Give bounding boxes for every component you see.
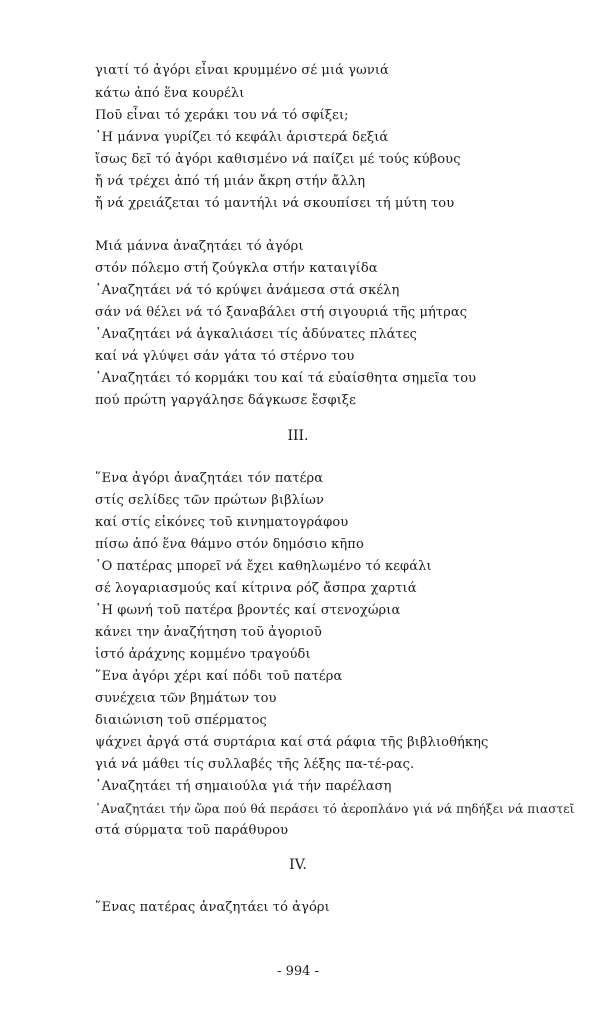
poem-line: στόν πόλεμο στή ζούγκλα στήν καταιγίδα xyxy=(95,261,378,276)
section-heading: IV. xyxy=(289,857,307,873)
poem-line: ἤ νά χρειάζεται τό μαντήλι νά σκουπίσει τή μύτη του xyxy=(95,196,455,211)
poem-line: Ποῦ εἶναι τό χεράκι του νά τό σφίξει; xyxy=(95,108,349,123)
poem-line: ἤ νά τρέχει ἀπό τή μιάν ἄκρη στήν ἄλλη xyxy=(95,174,366,189)
poem-line: καί νά γλύψει σάν γάτα τό στέρνο του xyxy=(95,349,355,364)
poem-line: ῾Ο πατέρας μπορεῖ νά ἔχει καθηλωμένο τό κεφάλι xyxy=(95,559,432,574)
poem-line: καί στίς εἰκόνες τοῦ κινηματογράφου xyxy=(95,515,349,530)
poem-line: ῞Ενα ἀγόρι ἀναζητάει τόν πατέρα xyxy=(95,471,324,486)
poem-line: ᾿Αναζητάει τό κορμάκι του καί τά εὐαίσθητα σημεῖα του xyxy=(95,371,477,386)
poem-line: ῾Η φωνή τοῦ πατέρα βροντές καί στενοχώρια xyxy=(95,603,401,618)
poem-line: συνέχεια τῶν βημάτων του xyxy=(95,691,277,706)
poem-line: ᾿Αναζητάει νά τό κρύψει ἀνάμεσα στά σκέλη xyxy=(95,283,400,298)
poem-line: σάν νά θέλει νά τό ξαναβάλει στή σιγουριά τῆς μήτρας xyxy=(95,305,468,320)
page-number: - 994 - xyxy=(277,964,319,979)
section-heading: III. xyxy=(287,428,309,444)
poem-line: στίς σελίδες τῶν πρώτων βιβλίων xyxy=(95,493,325,508)
poem-line: πού πρώτη γαργάλησε δάγκωσε ἔσφιξε xyxy=(95,393,357,408)
poem-line: σέ λογαριασμούς καί κίτρινα ρόζ ἄσπρα χαρτιά xyxy=(95,581,417,596)
poem-line: διαιώνιση τοῦ σπέρματος xyxy=(95,713,267,728)
poem-line: ῾Η μάννα γυρίζει τό κεφάλι ἀριστερά δεξιά xyxy=(95,130,389,145)
poem-line: κάνει την ἀναζήτηση τοῦ ἀγοριοῦ xyxy=(95,625,322,640)
poem-line: ᾿Αναζητάει τή σημαιούλα γιά τήν παρέλαση xyxy=(95,779,392,794)
poem-line: ᾿Αναζητάει τήν ὥρα πού θά περάσει τό ἀεροπλάνο γιά νά πηδήξει νά πιαστεῖ xyxy=(95,802,575,816)
poem-line: κάτω ἀπό ἕνα κουρέλι xyxy=(95,86,245,101)
poem-line: γιά νά μάθει τίς συλλαβές τῆς λέξης πα-τέ-ρας. xyxy=(95,757,415,772)
poem-line: ῞Ενας πατέρας ἀναζητάει τό ἀγόρι xyxy=(95,900,330,915)
poem-line: ᾿Αναζητάει νά ἀγκαλιάσει τίς ἀδύνατες πλάτες xyxy=(95,327,417,342)
poem-line: ῞Ενα ἀγόρι χέρι καί πόδι τοῦ πατέρα xyxy=(95,669,343,684)
poem-line: γιατί τό ἀγόρι εἶναι κρυμμένο σέ μιά γωνιά xyxy=(95,63,389,78)
poem-line: ἴσως δεῖ τό ἀγόρι καθισμένο νά παίζει μέ τούς κύβους xyxy=(95,152,461,167)
poem-line: ψάχνει ἀργά στά συρτάρια καί στά ράφια τῆς βιβλιοθήκης xyxy=(95,735,489,750)
poem-line: πίσω ἀπό ἕνα θάμνο στόν δημόσιο κῆπο xyxy=(95,537,364,552)
poem-line: ἱστό ἀράχνης κομμένο τραγούδι xyxy=(95,647,311,662)
poem-line: Μιά μάννα ἀναζητάει τό ἀγόρι xyxy=(95,239,304,254)
poem-line: στά σύρματα τοῦ παράθυρου xyxy=(95,823,289,838)
